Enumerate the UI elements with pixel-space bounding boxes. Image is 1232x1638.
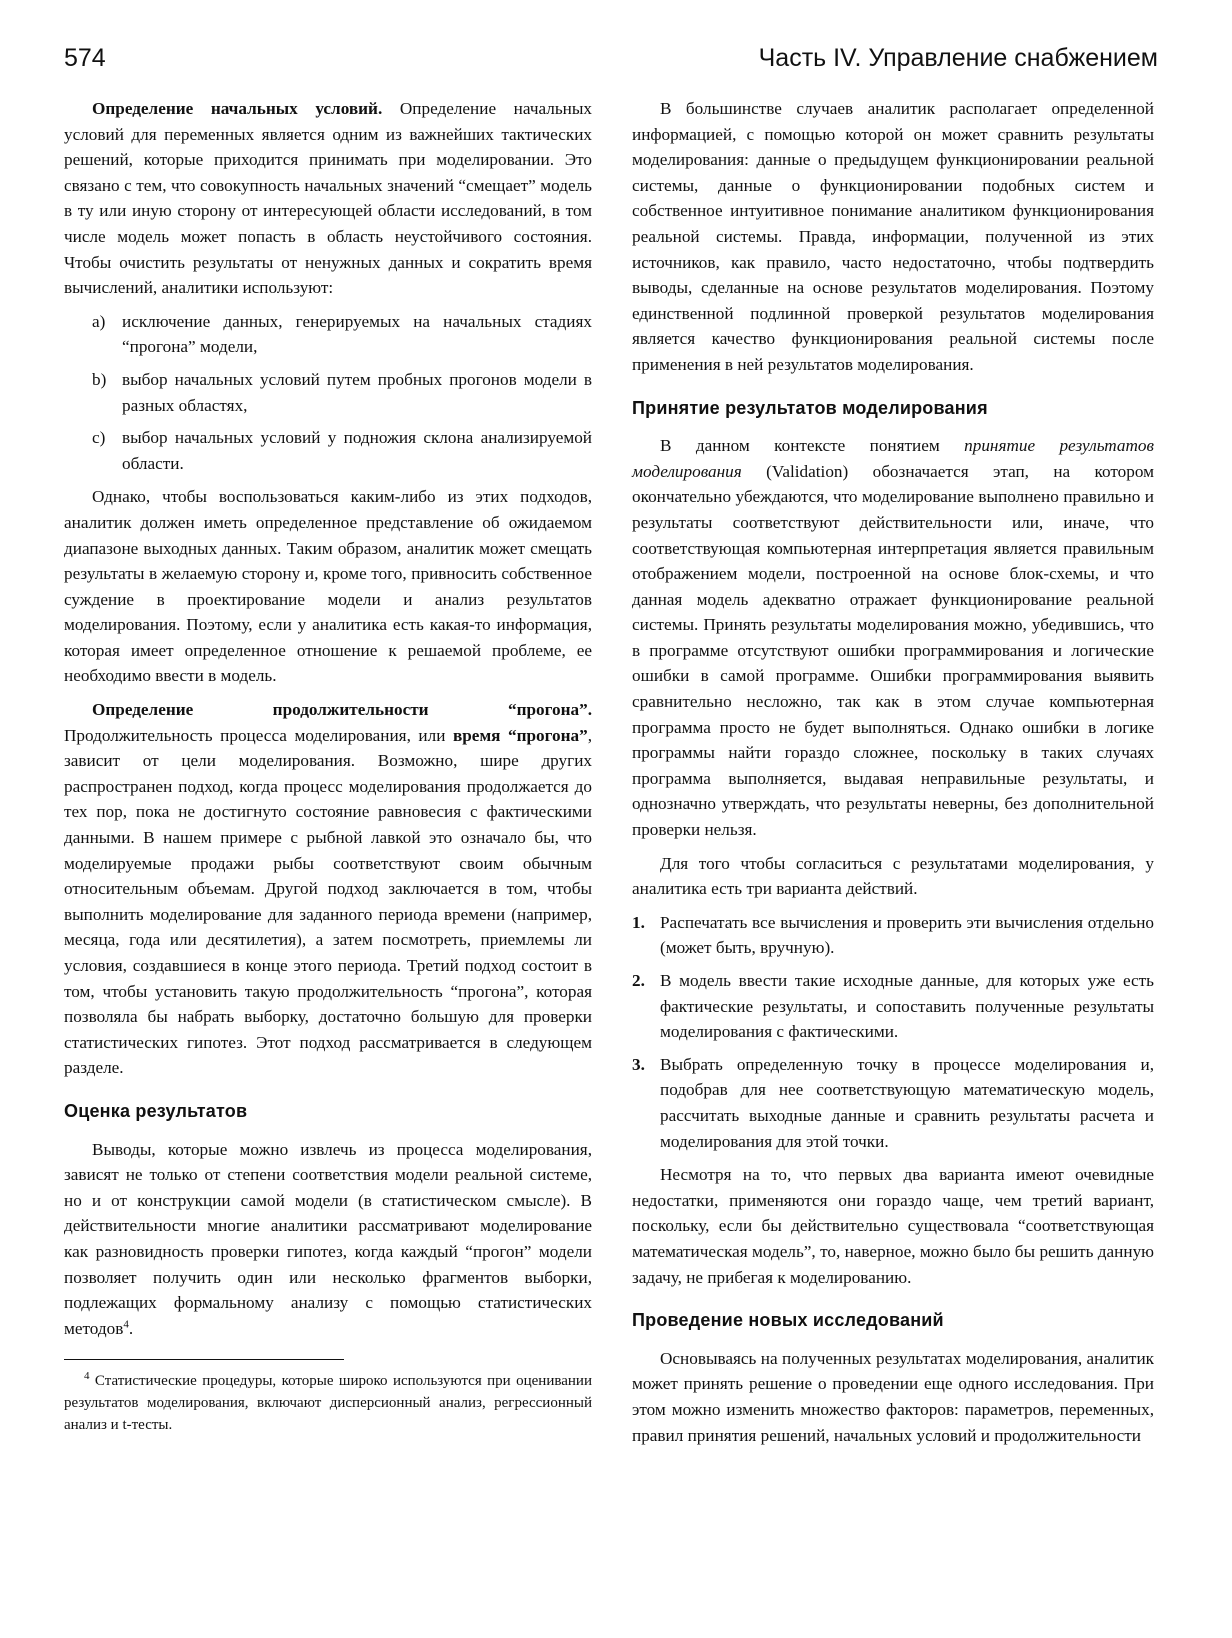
list-marker: 1. xyxy=(632,912,645,932)
paragraph: Однако, чтобы воспользоваться каким-либо из этих подходов, аналитик должен иметь определенное представление об ожидаемом диапазоне выходных данных. Таким образом, аналитик может смещать результаты в желаемую сторону и, кроме того, привносить собственное суждение в проектирование модели и анализ результатов моделирования. Поэтому, если у аналитика есть какая-то информация, которая имеет определенное отношение к решаемой проблеме, ее необходимо ввести в модель. xyxy=(64,487,592,686)
paragraph-text: Выводы, которые можно извлечь из процесса моделирования, зависят не только от степени соответствия модели реальной системе, но и от конструкции самой модели (в статистическом смысле). В действительности многие аналитики рассматривают моделирование как разновидность проверки гипотез, когда каждый “прогон” модели позволяет получить один или несколько фрагментов выборки, подлежащих формальному анализу с помощью статистических методов xyxy=(64,1139,592,1338)
paragraph-text: (Validation) обозначается этап, на котором окончательно убеждаются, что моделирование выполнено правильно и результаты соответствуют действительности или, иначе, что соответствующая компьютерная интерпретация является правильным отображением модели, построенной на основе блок-схемы, и что данная модель адекватно отражает функционирование реальной системы. Принять результаты моделирования можно, убедившись, что в программе отсутствуют ошибки программирования и логические ошибки в самой программе. Ошибки программирования выявить сравнительно несложно, так как в этом случае компьютерная программа просто не будет выполняться. Однако ошибки в логике программы найти гораздо сложнее, поскольку в таких случаях программа выполняется, выдавая неправильные результаты, и однозначно утверждать, что результаты неверны, без дополнительной проверки нельзя. xyxy=(632,461,1154,840)
list-marker: 3. xyxy=(632,1054,645,1074)
list-item xyxy=(632,910,1154,961)
approaches-list xyxy=(64,309,592,477)
run-in-heading: Определение продолжительности “прогона”. xyxy=(92,700,592,720)
list-item xyxy=(632,968,1154,1045)
paragraph xyxy=(64,1137,592,1342)
run-in-heading: Определение начальных условий. xyxy=(92,99,383,118)
list-marker: a) xyxy=(92,311,106,331)
running-title: Часть IV. Управление снабжением xyxy=(758,44,1158,72)
paragraph: Несмотря на то, что первых два варианта имеют очевидные недостатки, применяются они гораздо чаще, чем третий вариант, поскольку, если бы действительно существовала “соответствующая математическая модель”, то, наверное, можно было бы решить данную задачу, не прибегая к моделированию. xyxy=(632,1165,1154,1287)
footnote-text: Статистические процедуры, которые широко используются при оценивании результатов моделирования, включают дисперсионный анализ, регрессионный анализ и t-тесты. xyxy=(64,1373,592,1434)
list-item xyxy=(632,1052,1154,1154)
list-item-text: выбор начальных условий путем пробных прогонов модели в разных областях, xyxy=(122,369,592,415)
paragraph-run-duration xyxy=(64,697,592,1081)
paragraph-validation xyxy=(632,433,1154,843)
list-item-text: Выбрать определенную точку в процессе моделирования и, подобрав для нее соответствующую математическую модель, рассчитать выходные данные и сравнить результаты расчета и моделирования для этой точки. xyxy=(660,1054,1154,1151)
paragraph-text: Определение начальных условий для переменных является одним из важнейших тактических решений, которые приходится принимать при моделировании. Это связано с тем, что совокупность начальных значений “смещает” модель в ту или иную сторону от интересующей области исследований, в том числе модель может попасть в область неустойчивого состояния. Чтобы очистить результаты от ненужных данных и сократить время вычислений, аналитики используют: xyxy=(64,99,593,298)
list-item-text: исключение данных, генерируемых на начальных стадиях “прогона” модели, xyxy=(122,311,592,357)
list-item xyxy=(92,425,592,476)
list-item xyxy=(92,309,592,360)
paragraph-text: . xyxy=(128,1318,134,1338)
footnote-mark: 4 xyxy=(84,1370,90,1383)
list-marker: 2. xyxy=(632,971,645,990)
paragraph-text: , зависит от цели моделирования. Возможно, шире других распространен подход, когда процесс моделирования продолжается до тех пор, пока не достигнуто состояние равновесия с фактическими данными. В нашем примере с рыбной лавкой это означало бы, что моделируемые продажи рыбы соответствуют своим обычным относительным объемам. Другой подход заключается в том, чтобы выполнить моделирование для заданного периода времени (например, месяца, года или десятилетия), а затем посмотреть, приемлемы ли условия, создавшиеся в конце этого периода. Третий подход состоит в том, чтобы установить такую продолжительность “прогона”, которая позволяла бы набрать выборку, достаточно большую для проверки статистических гипотез. Этот подход рассматривается в следующем разделе. xyxy=(64,725,593,1078)
paragraph-initial-conditions xyxy=(64,96,592,301)
left-column xyxy=(64,96,592,1436)
list-item-text: Распечатать все вычисления и проверить эти вычисления отдельно (может быть, вручную). xyxy=(660,912,1154,958)
options-list xyxy=(632,910,1154,1154)
list-marker: c) xyxy=(92,428,106,448)
page-number: 574 xyxy=(64,44,106,72)
paragraph: В большинстве случаев аналитик располагает определенной информацией, с помощью которой он может сравнить результаты моделирования: данные о предыдущем функционировании реальной системы, данные о функционировании подобных систем и собственное интуитивное понимание аналитиком функционирования реальной системы. Правда, информации, полученной из этих источников, как правило, часто недостаточно, чтобы подтвердить выводы, сделанные на основе результатов моделирования. Поэтому единственной подлинной проверкой результатов моделирования является качество функционирования реальной системы после применения в ней результатов моделирования. xyxy=(632,99,1154,374)
list-item xyxy=(92,367,592,418)
section-heading-new-research: Проведение новых исследований xyxy=(632,1310,944,1331)
footnote-divider xyxy=(64,1359,344,1360)
footnote xyxy=(64,1370,592,1436)
bold-term: время “прогона” xyxy=(452,725,588,745)
paragraph: Основываясь на полученных результатах моделирования, аналитик может принять решение о проведении еще одного исследования. При этом можно изменить множество факторов: параметров, переменных, правил принятия решений, начальных условий и продолжительности xyxy=(632,1348,1154,1445)
list-item-text: В модель ввести такие исходные данные, для которых уже есть фактические результаты, и сопоставить полученные результаты моделирования с фактическими. xyxy=(660,971,1154,1042)
italic-term: принятие результатов моделирования xyxy=(632,436,1154,481)
section-heading-results: Оценка результатов xyxy=(64,1100,248,1121)
list-item-text: выбор начальных условий у подножия склона анализируемой области. xyxy=(122,428,592,473)
list-marker: b) xyxy=(92,369,107,389)
right-column xyxy=(632,96,1154,1456)
footnote-ref: 4 xyxy=(123,1317,129,1330)
paragraph-text: В данном контексте понятием xyxy=(660,436,965,456)
paragraph-text: Продолжительность процесса моделирования, или xyxy=(64,725,453,745)
section-heading-validation: Принятие результатов моделирования xyxy=(632,397,988,418)
paragraph: Для того чтобы согласиться с результатами моделирования, у аналитика есть три варианта действий. xyxy=(632,853,1154,899)
